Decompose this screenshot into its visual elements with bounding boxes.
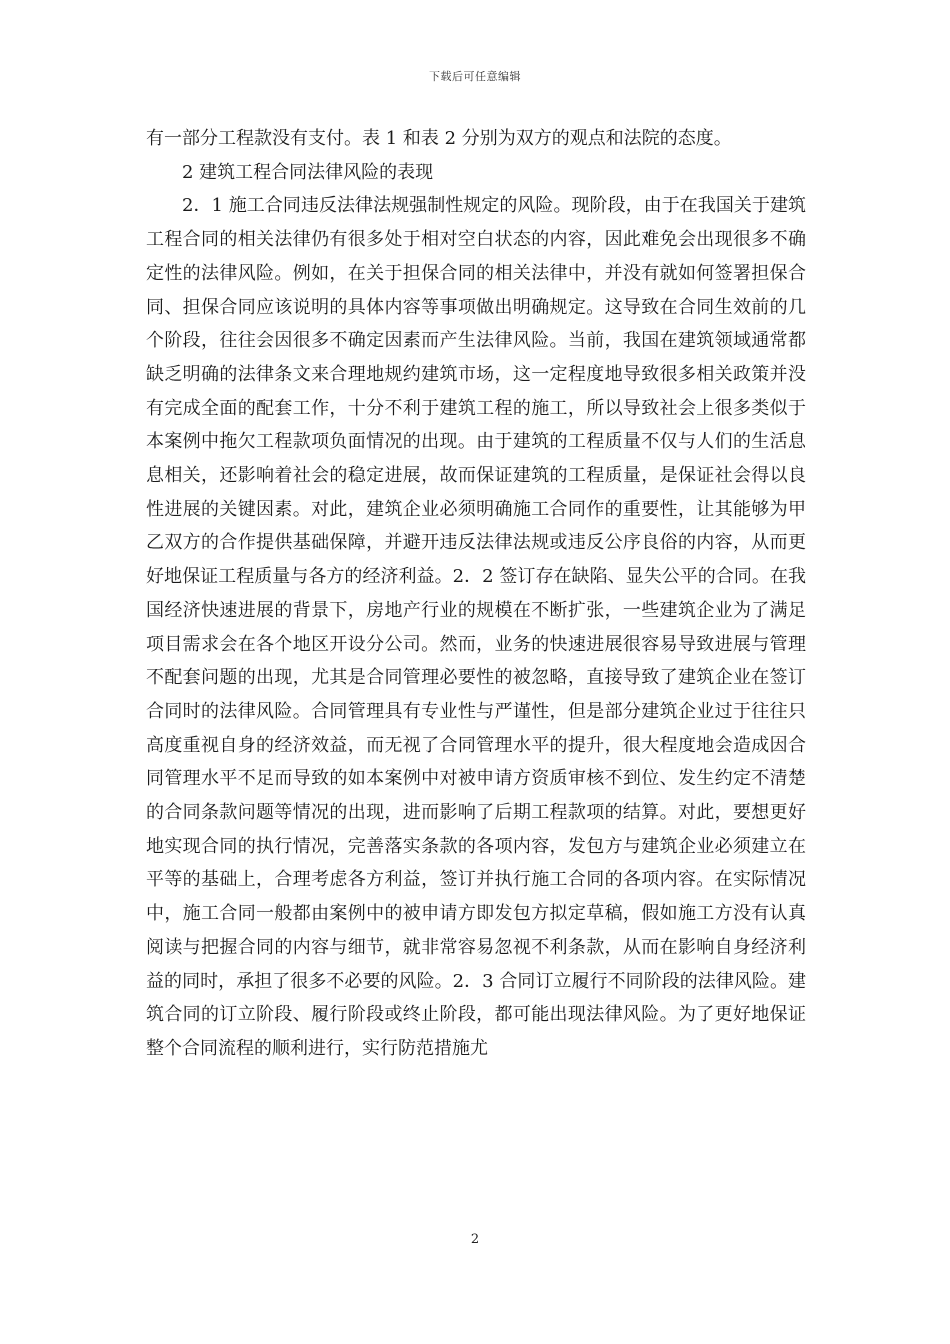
page-number: 2 — [470, 1232, 480, 1247]
document-body — [146, 122, 806, 1066]
paragraph-2: 2．1 施工合同违反法律法规强制性规定的风险。现阶段，由于在我国关于建筑工程合同的相关法律仍有很多处于相对空白状态的内容，因此难免会出现很多不确定性的法律风险。例如，在关于担保合同的相关法律中，并没有就如何签署担保合同、担保合同应该说明的具体内容等事项做出明确规定。这导致在合同生效前的几个阶段，往往会因很多不确定因素而产生法律风险。当前，我国在建筑领域通常都缺乏明确的法律条文来合理地规约建筑市场，这一定程度地导致很多相关政策并没有完成全面的配套工作，十分不利于建筑工程的施工，所以导致社会上很多类似于本案例中拖欠工程款项负面情况的出现。由于建筑的工程质量不仅与人们的生活息息相关，还影响着社会的稳定进展，故而保证建筑的工程质量，是保证社会得以良性进展的关键因素。对此，建筑企业必须明确施工合同作的重要性，让其能够为甲乙双方的合作提供基础保障，并避开违反法律法规或违反公序良俗的内容，从而更好地保证工程质量与各方的经济利益。2．2 签订存在缺陷、显失公平的合同。在我国经济快速进展的背景下，房地产行业的规模在不断扩张，一些建筑企业为了满足项目需求会在各个地区开设分公司。然而，业务的快速进展很容易导致进展与管理不配套问题的出现，尤其是合同管理必要性的被忽略，直接导致了建筑企业在签订合同时的法律风险。合同管理具有专业性与严谨性，但是部分建筑企业过于往往只高度重视自身的经济效益，而无视了合同管理水平的提升，很大程度地会造成因合同管理水平不足而导致的如本案例中对被申请方资质审核不到位、发生约定不清楚的合同条款问题等情况的出现，进而影响了后期工程款项的结算。对此，要想更好地实现合同的执行情况，完善落实条款的各项内容，发包方与建筑企业必须建立在平等的基础上，合理考虑各方利益，签订并执行施工合同的各项内容。在实际情况中，施工合同一般都由案例中的被申请方即发包方拟定草稿，假如施工方没有认真阅读与把握合同的内容与细节，就非常容易忽视不利条款，从而在影响自身经济利益的同时，承担了很多不必要的风险。2．3 合同订立履行不同阶段的法律风险。建筑合同的订立阶段、履行阶段或终止阶段，都可能出现法律风险。为了更好地保证整个合同流程的顺利进行，实行防范措施尤 — [146, 195, 806, 1059]
section-heading: 2 建筑工程合同法律风险的表现 — [182, 161, 434, 183]
paragraph-1: 有一部分工程款没有支付。表 1 和表 2 分别为双方的观点和法院的态度。 — [146, 128, 732, 149]
page-header: 下载后可任意编辑 — [429, 70, 521, 83]
